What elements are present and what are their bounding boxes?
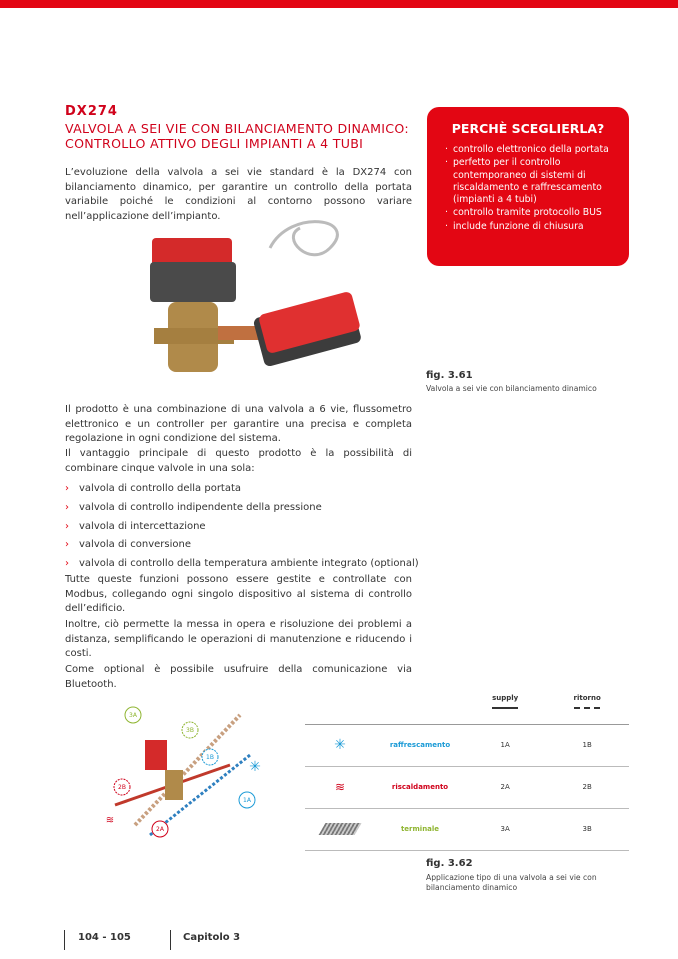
divider: [170, 930, 171, 950]
figure-caption: Valvola a sei vie con bilanciamento dinamico: [426, 384, 597, 393]
col-supply: supply: [465, 690, 545, 724]
valve-list: [65, 480, 419, 574]
box-item: · include funzione di chiusura: [445, 221, 619, 233]
box-item: · controllo elettronico della portata: [445, 144, 619, 156]
diagram-label: 1A: [243, 797, 251, 804]
grille-icon: [305, 808, 375, 850]
figure-label: fig. 3.61: [426, 370, 473, 381]
page-title: VALVOLA A SEI VIE CON BILANCIAMENTO DINAMICO: CONTROLLO ATTIVO DEGLI IMPIANTI A 4 TUBI: [65, 121, 409, 151]
body-paragraph: Tutte queste funzioni possono essere gestite e controllate con Modbus, collegando ogni singolo dispositivo al sistema di controllo dell’edificio.: [65, 574, 412, 615]
heat-icon: ≋: [305, 766, 375, 808]
box-item: · perfetto per il controllo contemporaneo di sistemi di riscaldamento e raffrescamento (impianti a 4 tubi): [445, 157, 619, 206]
table-row: ✳ raffrescamento 1A 1B: [305, 724, 629, 766]
intro-text: L’evoluzione della valvola a sei vie standard è la DX274 con bilanciamento dinamico, per garantire un controllo della portata variabile poiché le condizioni al contorno possono variare nell’applicazione dell’impianto.: [65, 167, 412, 222]
snowflake-icon: ✳: [305, 724, 375, 766]
list-item: › valvola di intercettazione: [65, 518, 419, 537]
box-item: · controllo tramite protocollo BUS: [445, 207, 619, 219]
top-bar: [0, 0, 678, 8]
list-item: › valvola di controllo indipendente della pressione: [65, 499, 419, 518]
heat-icon: ≋: [105, 815, 115, 826]
body-paragraph: Il vantaggio principale di questo prodotto è la possibilità di combinare cinque valvole in una sola:: [65, 448, 412, 474]
body-paragraph: Il prodotto è una combinazione di una valvola a 6 vie, flussometro elettronico e un controller per garantire una precisa e completa regolazione in ogni condizione del sistema.: [65, 404, 412, 445]
connection-table: [305, 690, 629, 851]
table-row: terminale 3A 3B: [305, 808, 629, 850]
snowflake-icon: ✳: [249, 759, 261, 775]
table-row: ≋ riscaldamento 2A 2B: [305, 766, 629, 808]
col-ritorno: ritorno: [545, 690, 629, 724]
figure-caption: Applicazione tipo di una valvola a sei vie con bilanciamento dinamico: [426, 873, 597, 892]
list-item: › valvola di controllo della temperatura ambiente integrato (optional): [65, 555, 419, 574]
diagram-label: 2A: [156, 826, 164, 833]
product-code: DX274: [65, 104, 118, 119]
valve-product-image: [140, 218, 410, 390]
application-diagram: [90, 695, 270, 845]
body-paragraph: Come optional è possibile usufruire della comunicazione via Bluetooth.: [65, 664, 412, 690]
list-item: › valvola di controllo della portata: [65, 480, 419, 499]
page-numbers: 104 - 105: [78, 932, 131, 943]
figure-label: fig. 3.62: [426, 858, 473, 869]
diagram-label: 1B: [206, 754, 214, 761]
chapter-label: Capitolo 3: [183, 932, 241, 943]
box-title: PERCHÈ SCEGLIERLA?: [451, 121, 605, 136]
diagram-label: 3A: [129, 712, 137, 719]
why-choose-box: [427, 107, 629, 266]
list-item: › valvola di conversione: [65, 536, 419, 555]
diagram-label: 3B: [186, 727, 194, 734]
diagram-label: 2B: [118, 784, 126, 791]
divider: [64, 930, 65, 950]
body-paragraph: Inoltre, ciò permette la messa in opera e risoluzione dei problemi a distanza, semplificando le operazioni di manutenzione e riducendo i costi.: [65, 619, 412, 660]
